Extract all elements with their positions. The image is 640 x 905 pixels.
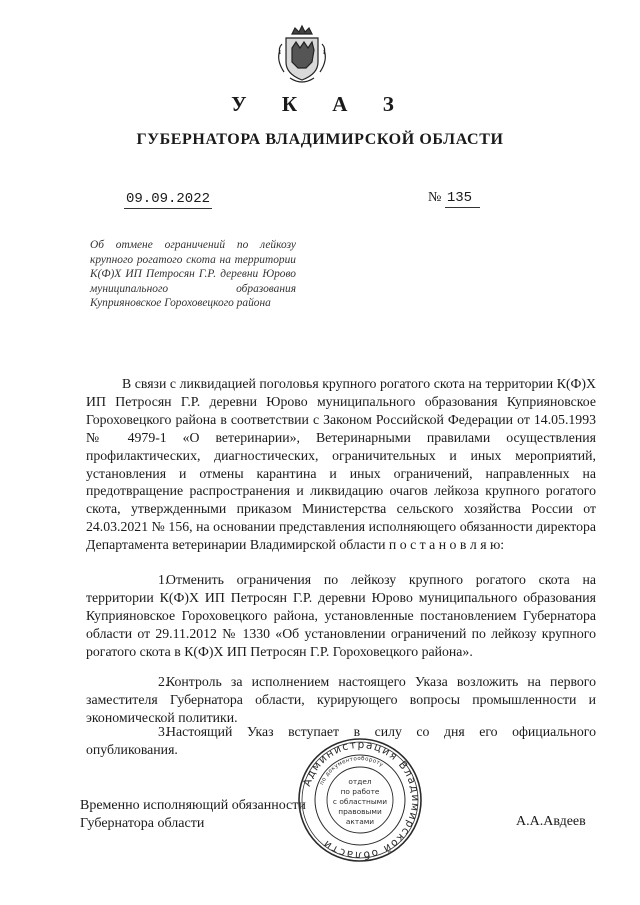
issuer-heading: ГУБЕРНАТОРА ВЛАДИМИРСКОЙ ОБЛАСТИ bbox=[136, 131, 504, 148]
item-number: 2. bbox=[158, 674, 169, 689]
signatory-name: А.А.Авдеев bbox=[516, 814, 586, 829]
number-sign: № bbox=[428, 190, 442, 205]
signatory-title bbox=[80, 797, 306, 832]
document-subject: Об отмене ограничений по лейкозу крупного рогатого скота на территории К(Ф)Х ИП Петросян Г.Р. деревни Юрово муниципального образования Куприяновское Гороховецкого района bbox=[90, 239, 296, 310]
document-date: 09.09.2022 bbox=[126, 191, 211, 207]
document-type-heading: У К А З bbox=[231, 92, 409, 116]
item-text: Контроль за исполнением настоящего Указа возложить на первого заместителя Губернатора области, курирующего вопросы промышленности и экономической политики. bbox=[86, 674, 596, 725]
stamp-inner-ring-text: по документообороту bbox=[319, 755, 385, 787]
item-number: 1. bbox=[158, 572, 169, 587]
signatory-title-line: Губернатора области bbox=[80, 815, 205, 831]
preamble-paragraph: В связи с ликвидацией поголовья крупного рогатого скота на территории К(Ф)Х ИП Петросян Г.Р. деревни Юрово муниципального образования Куприяновское Гороховецкого района в соответствии с Законом Российской Федерации от 14.05.1993 № 4979-1 «О ветеринарии», Ветеринарными правилами осуществления профилактических, диагностических, ограничительных и иных мероприятий, установления и отмены карантина и иных ограничений, направленных на предотвращение распространения и ликвидацию очагов лейкоза крупного рогатого скота, утвержденными приказом Министерства сельского хозяйства России от 24.03.2021 № 156, на основании представления исполняющего обязанности директора Департамента ветеринарии Владимирской области п о с т а н о в л я ю: bbox=[86, 376, 596, 553]
stamp-center-line: правовыми bbox=[338, 807, 382, 816]
list-item bbox=[86, 673, 596, 727]
stamp-center-line: с областными bbox=[332, 797, 388, 806]
document-number bbox=[428, 190, 480, 206]
stamp-center-line: отдел bbox=[348, 777, 372, 786]
coat-of-arms-emblem bbox=[274, 20, 330, 86]
item-number: 3. bbox=[158, 724, 169, 739]
list-item bbox=[86, 571, 596, 661]
number-value: 135 bbox=[445, 190, 480, 208]
signatory-title-line: Временно исполняющий обязанности bbox=[80, 798, 306, 813]
item-text: Отменить ограничения по лейкозу крупного рогатого скота на территории К(Ф)Х ИП Петросян Г.Р. деревни Юрово муниципального образования Куприяновское Гороховецкого района, установленные постановлением Губернатора области от 29.11.2012 № 1330 «Об установлении ограничений по лейкозу крупного рогатого скота в К(Ф)Х ИП Петросян Г.Р. Гороховецкого района». bbox=[86, 572, 596, 659]
stamp-center-line: актами bbox=[345, 817, 375, 826]
stamp-ring-text: Администрация Владимирской области bbox=[300, 738, 422, 862]
stamp-center-line: по работе bbox=[340, 787, 380, 796]
official-stamp bbox=[296, 736, 424, 864]
item-text: Настоящий Указ вступает в силу со дня его официального опубликования. bbox=[86, 724, 596, 757]
